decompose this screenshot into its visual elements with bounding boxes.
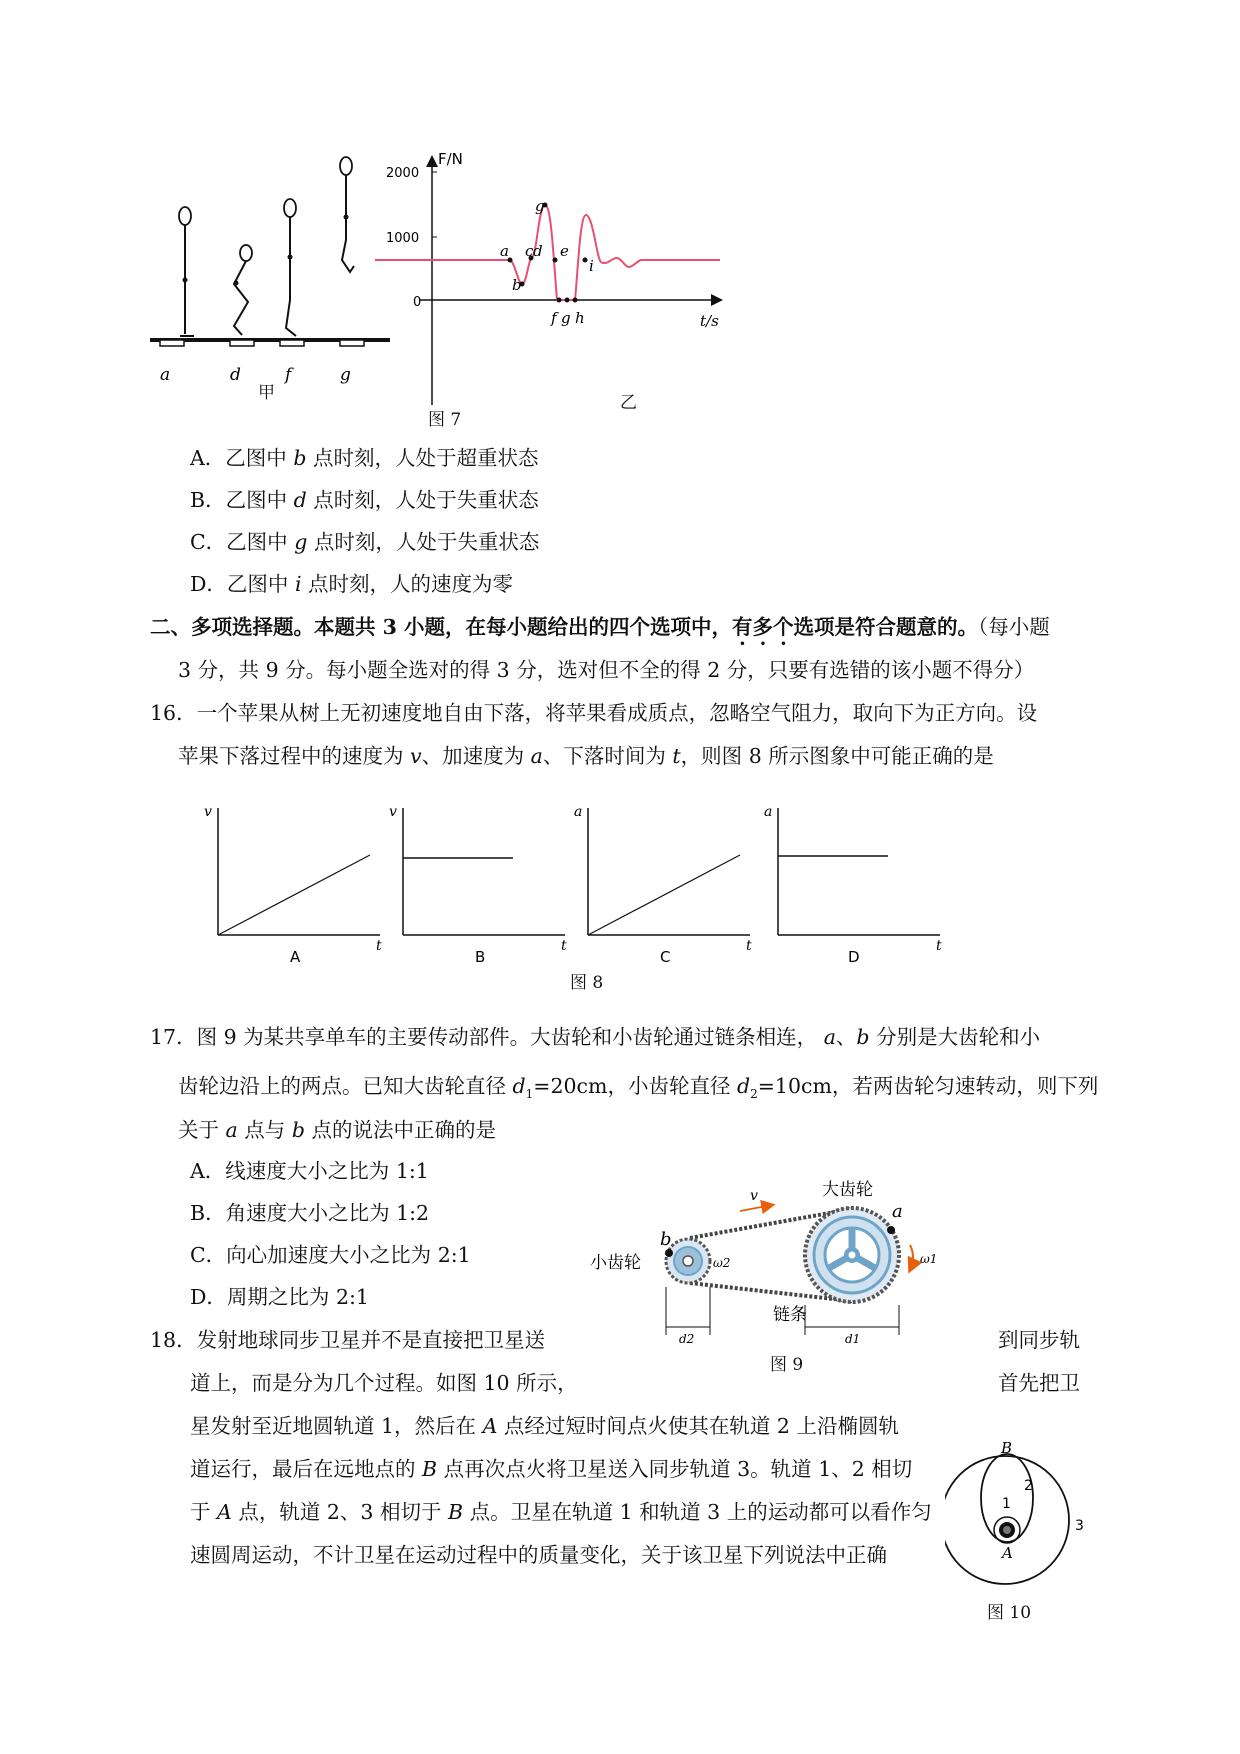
figure-9-omega1-label: ω1: [920, 1252, 938, 1266]
figure-9-drivetrain: [590, 1175, 980, 1350]
figure-8-d-ylabel: a: [764, 804, 773, 820]
figure-7-jia-label-f: f: [285, 365, 292, 385]
figure-7-point-c: c: [525, 242, 534, 260]
figure-7-point-b: b: [512, 276, 522, 294]
q15-option-d: D．乙图中 i 点时刻，人的速度为零: [190, 572, 514, 596]
figure-9-point-a-label: a: [892, 1201, 903, 1222]
figure-7-yi-caption: 乙: [620, 393, 637, 413]
figure-9: [590, 1175, 980, 1375]
q18-line-1b: 到同步轨: [998, 1328, 1080, 1352]
figure-9-small-gear-label: 小齿轮: [590, 1253, 641, 1273]
figure-8-graph-d: [760, 800, 960, 970]
q18-line-2a: 道上，而是分为几个过程。如图 10 所示，: [190, 1371, 578, 1395]
figure-7-point-h: h: [575, 309, 585, 327]
figure-8-caption: 图 8: [570, 973, 604, 993]
q15-option-b: B．乙图中 d 点时刻，人处于失重状态: [190, 488, 539, 512]
figure-9-omega2-label: ω2: [713, 1256, 731, 1270]
figure-7-jia: [150, 150, 400, 390]
figure-10-label-orbit2: 2: [1024, 1478, 1033, 1494]
q17-option-d: D．周期之比为 2:1: [190, 1285, 369, 1309]
figure-10-orbits: [945, 1440, 1095, 1590]
figure-10-label-B: B: [1001, 1440, 1013, 1457]
figure-9-d2-label: d2: [679, 1332, 695, 1346]
figure-8-d-xlabel: t: [936, 938, 942, 954]
figure-7-point-d: d: [533, 242, 543, 260]
q17-option-c: C．向心加速度大小之比为 2:1: [190, 1243, 471, 1267]
figure-7-yi-tick-1000: 1000: [386, 231, 420, 246]
figure-7-yi-axis-y-label: F/N: [438, 150, 463, 168]
q18-line-4: 道运行，最后在远地点的 B 点再次点火将卫星送入同步轨道 3。轨道 1、2 相切: [190, 1457, 913, 1481]
section2-heading: 二、多项选择题。本题共 3 小题，在每小题给出的四个选项中，有多个选项是符合题意的。（每小题: [150, 615, 1050, 639]
figure-9-v-label: v: [750, 1188, 758, 1204]
figure-7-yi-graph: [375, 150, 775, 410]
figure-10-label-A: A: [1002, 1544, 1013, 1562]
figure-8-a-label: A: [290, 948, 301, 966]
q17-line-2: 齿轮边沿上的两点。已知大齿轮直径 $d_1=20cm$，小齿轮直径 $d_2=10cm$，若两齿轮匀速转动，则下列: [178, 1074, 1099, 1102]
q16-line-2: 苹果下落过程中的速度为 v、加速度为 a、下落时间为 t，则图 8 所示图象中可能正确的是: [178, 744, 994, 768]
q18-line-3: 星发射至近地圆轨道 1，然后在 A 点经过短时间点火使其在轨道 2 上沿椭圆轨: [190, 1414, 899, 1438]
figure-7-jia-label-a: a: [160, 365, 171, 385]
figure-8-b-ylabel: v: [389, 804, 397, 820]
figure-8-b-label: B: [475, 948, 486, 966]
figure-7-point-f: f: [551, 309, 557, 327]
q15-option-a: A．乙图中 b 点时刻，人处于超重状态: [190, 446, 539, 470]
figure-7-jia-caption: 甲: [258, 383, 275, 403]
q17-line-1: 17．图 9 为某共享单车的主要传动部件。大齿轮和小齿轮通过链条相连， a、b 分别是大齿轮和小: [150, 1025, 1041, 1049]
figure-7-point-e: e: [560, 242, 569, 260]
figure-7-jia-label-d: d: [230, 365, 241, 385]
figure-7-point-g: g: [535, 197, 545, 215]
figure-8-graph-a: [200, 800, 400, 970]
figure-8: [200, 800, 980, 993]
figure-9-point-b-label: b: [660, 1229, 672, 1250]
figure-7-jia-label-g: g: [340, 365, 351, 385]
figure-7-point-a: a: [500, 242, 509, 260]
figure-10-label-orbit3: 3: [1075, 1518, 1084, 1534]
figure-7-yi-tick-0: 0: [413, 295, 422, 310]
figure-8-c-xlabel: t: [746, 938, 752, 954]
q17-option-a: A．线速度大小之比为 1:1: [190, 1159, 429, 1183]
figure-7-yi-tick-2000: 2000: [386, 166, 420, 181]
figure-7-point-i: i: [589, 257, 594, 275]
figure-9-d1-label: d1: [845, 1332, 861, 1346]
q17-option-b: B．角速度大小之比为 1:2: [190, 1201, 430, 1225]
q18-line-2b: 首先把卫: [998, 1371, 1080, 1395]
q17-line-3: 关于 a 点与 b 点的说法中正确的是: [178, 1118, 496, 1142]
figure-9-big-gear-label: 大齿轮: [822, 1180, 873, 1200]
figure-9-caption: 图 9: [770, 1355, 804, 1375]
figure-8-c-label: C: [660, 948, 671, 966]
figure-10-label-orbit1: 1: [1002, 1496, 1011, 1512]
section2-scoring: 3 分，共 9 分。每小题全选对的得 3 分，选对但不全的得 2 分，只要有选错的该小题不得分）: [178, 658, 1035, 682]
figure-7-caption: 图 7: [428, 410, 462, 430]
figure-8-b-xlabel: t: [561, 938, 567, 954]
q18-line-6: 速圆周运动，不计卫星在运动过程中的质量变化，关于该卫星下列说法中正确: [190, 1543, 887, 1567]
figure-8-graph-c: [570, 800, 773, 970]
q15-option-c: C．乙图中 g 点时刻，人处于失重状态: [190, 530, 540, 554]
figure-9-chain-label: 链条: [773, 1305, 807, 1325]
figure-8-a-ylabel: v: [204, 804, 212, 820]
figure-7-yi-axis-x-label: t/s: [700, 312, 719, 330]
q16-line-1: 16．一个苹果从树上无初速度地自由下落，将苹果看成质点，忽略空气阻力，取向下为正方向。设: [150, 701, 1038, 725]
figure-10-caption: 图 10: [987, 1603, 1032, 1623]
figure-7: [150, 150, 830, 430]
q18-line-1a: 18．发射地球同步卫星并不是直接把卫星送: [150, 1328, 546, 1352]
figure-8-c-ylabel: a: [574, 804, 583, 820]
figure-8-a-xlabel: t: [376, 938, 382, 954]
q18-line-5: 于 A 点，轨道 2、3 相切于 B 点。卫星在轨道 1 和轨道 3 上的运动都可以看作匀: [190, 1500, 932, 1524]
figure-7-point-g-bottom: g: [561, 309, 571, 327]
figure-7-force-curve: [375, 205, 720, 300]
figure-10: [945, 1440, 1095, 1623]
figure-8-d-label: D: [848, 948, 860, 966]
figure-8-graph-b: [385, 800, 585, 970]
